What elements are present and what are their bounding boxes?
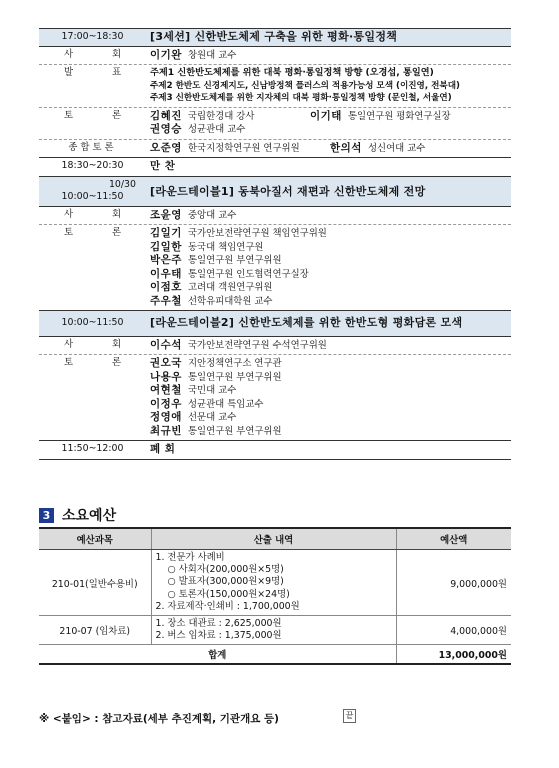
- chair-affil: 국가안보전략연구원 수석연구위원: [188, 339, 327, 351]
- session3-chair-row: [39, 47, 511, 66]
- session3-title: [3세션] 신한반도체제 구축을 위한 평화·통일정책: [150, 30, 398, 43]
- rt1-title: [라운드테이블1] 동북아질서 재편과 신한반도체제 전망: [150, 184, 426, 198]
- chair-role: 사 회: [63, 208, 140, 220]
- total-amount: 13,000,000원: [396, 645, 511, 665]
- budget-total-row: [39, 645, 511, 665]
- chair-name: 조윤영: [150, 208, 182, 221]
- topic-1: 주제1 신한반도체제를 위한 대북 평화·통일정책 방향 (오경섭, 통일연): [150, 67, 434, 78]
- discussant: 최규빈 통일연구원 부연구위원: [150, 424, 282, 437]
- session3-presenter-row: [39, 65, 511, 108]
- discussant-name: 권영승: [150, 123, 182, 135]
- dinner-label: 만 찬: [150, 160, 176, 172]
- discussant-name: 이기태: [310, 109, 342, 122]
- rt1-discuss-row: [39, 225, 511, 311]
- total-label: 합계: [39, 645, 396, 665]
- presenter-role: 발 표: [63, 67, 140, 78]
- discussant-name: 김혜진: [150, 109, 182, 122]
- chair-affil: 중앙대 교수: [188, 209, 237, 221]
- discussant-affil: 국립한경대 강사: [188, 110, 255, 122]
- general-role: 종합토론: [68, 141, 117, 153]
- dinner-time: 18:30~20:30: [61, 160, 124, 171]
- end-mark: 끝: [343, 709, 356, 723]
- rt2-chair-row: [39, 337, 511, 356]
- discussant: 나용우 통일연구원 부연구위원: [150, 370, 282, 383]
- topic-2: 주제2 한반도 신경제지도, 신남방정책 플러스의 적용가능성 모색 (이진영, 전북대): [150, 80, 460, 91]
- discussant: 이점호 고려대 객원연구위원: [150, 281, 273, 293]
- table-row: [39, 616, 511, 645]
- header-detail: 산출 내역: [151, 528, 396, 550]
- discuss-role: 토 론: [63, 357, 140, 368]
- discussant: 김일기 국가안보전략연구원 책임연구위원: [150, 227, 327, 239]
- discussant: 이정우 성균관대 특임교수: [150, 397, 264, 410]
- header-amount: 예산액: [396, 528, 511, 550]
- section-number: 3: [39, 508, 54, 523]
- session3-discuss-row: [39, 108, 511, 140]
- chair-role: 사 회: [63, 48, 140, 60]
- rt1-date: 10/30: [108, 178, 136, 190]
- discussant-affil: 성균관대 교수: [188, 124, 246, 135]
- chair-role: 사 회: [63, 338, 140, 350]
- budget-amount: 4,000,000원: [396, 616, 511, 645]
- section-title: 소요예산: [62, 508, 117, 524]
- header-item: 예산과목: [39, 528, 151, 550]
- closing-label: 폐 회: [150, 443, 176, 455]
- budget-table: [39, 527, 511, 665]
- discussant: 권오국 지안정책연구소 연구관: [150, 357, 282, 369]
- discussant: 주우철 선학유피대학원 교수: [150, 294, 273, 307]
- discussant: 김일한 동국대 책임연구원: [150, 240, 264, 253]
- discuss-role: 토 론: [63, 109, 140, 121]
- topic-3: 주제3 신한반도체제를 위한 지자체의 대북 평화·통일정책 방향 (문인철, 서울연): [150, 93, 452, 103]
- general-name: 오준영: [150, 141, 182, 154]
- chair-name: 이기완: [150, 48, 182, 61]
- session3-general-row: [39, 140, 511, 159]
- session3-header: [39, 28, 511, 47]
- session3-time: 17:00~18:30: [61, 31, 124, 42]
- chair-name: 이수석: [150, 338, 182, 351]
- budget-section-heading: [39, 505, 116, 525]
- budget-amount: 9,000,000원: [396, 550, 511, 616]
- budget-header-row: [39, 528, 511, 550]
- budget-item: 210-07 (임차료): [39, 616, 151, 645]
- rt2-time: 10:00~11:50: [61, 317, 124, 328]
- budget-detail: 1. 장소 대관료 : 2,625,000원 2. 버스 임차료 : 1,375,000원: [151, 616, 396, 645]
- closing-time: 11:50~12:00: [61, 443, 124, 454]
- rt2-header: [39, 311, 511, 337]
- rt2-title: [라운드테이블2] 신한반도체제를 위한 한반도형 평화담론 모색: [150, 316, 463, 329]
- dinner-row: [39, 158, 511, 177]
- rt1-time: 10:00~11:50: [61, 191, 124, 202]
- discuss-role: 토 론: [63, 227, 140, 238]
- discussant-affil: 통일연구원 평화연구실장: [348, 110, 451, 122]
- schedule-table: [39, 28, 511, 460]
- general-affil: 성신여대 교수: [368, 142, 426, 154]
- discussant: 이우태 통일연구원 인도협력연구실장: [150, 267, 309, 280]
- attachment-note: ※ <붙임> : 참고자료(세부 추진계획, 기관개요 등): [39, 713, 279, 725]
- discussant: 정영애 선문대 교수: [150, 411, 237, 423]
- rt1-chair-row: [39, 207, 511, 226]
- general-name: 한의석: [330, 141, 362, 154]
- table-row: [39, 550, 511, 616]
- chair-affil: 창원대 교수: [188, 49, 237, 61]
- closing-row: [39, 441, 511, 460]
- budget-detail: 1. 전문가 사례비 ○ 사회자(200,000원×5명) ○ 발표자(300,000원×9명) ○ 토론자(150,000원×24명) 2. 자료제작·인쇄비 : 1,700,000원: [151, 550, 396, 616]
- rt1-header: [39, 177, 511, 207]
- rt2-discuss-row: [39, 355, 511, 441]
- discussant: 박은주 통일연구원 부연구위원: [150, 254, 282, 266]
- budget-item: 210-01(일반수용비): [39, 550, 151, 616]
- discussant: 여현철 국민대 교수: [150, 384, 237, 396]
- general-affil: 한국지정학연구원 연구위원: [188, 142, 300, 154]
